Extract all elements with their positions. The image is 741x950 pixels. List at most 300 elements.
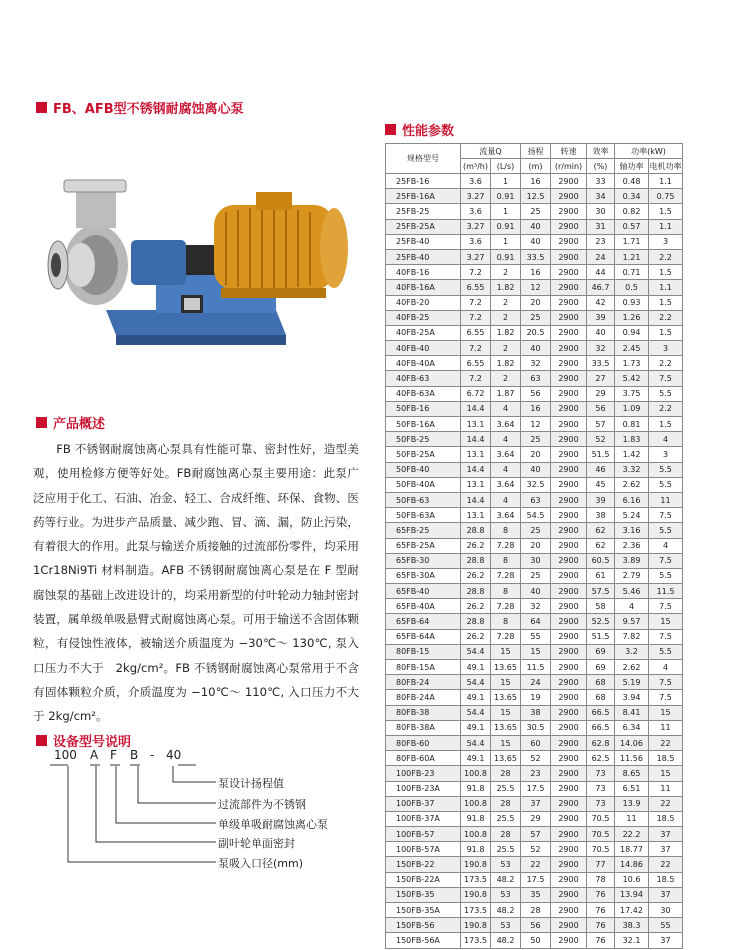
table-cell: 2900 <box>551 174 587 189</box>
table-cell: 2900 <box>551 660 587 675</box>
table-cell: 7.5 <box>649 553 683 568</box>
table-cell: 11.56 <box>615 751 649 766</box>
table-cell: 173.5 <box>461 933 491 948</box>
table-cell: 2900 <box>551 508 587 523</box>
table-cell: 100FB-57 <box>386 827 461 842</box>
table-cell: 16 <box>521 174 551 189</box>
table-cell: 2900 <box>551 325 587 340</box>
table-cell: 25FB-40 <box>386 234 461 249</box>
table-cell: 2900 <box>551 204 587 219</box>
table-cell: 32 <box>521 356 551 371</box>
table-cell: 2900 <box>551 629 587 644</box>
table-cell: 10.6 <box>615 872 649 887</box>
table-cell: 2900 <box>551 584 587 599</box>
perf-title-text: 性能参数 <box>402 124 455 139</box>
table-cell: 70.5 <box>587 811 615 826</box>
table-cell: 2900 <box>551 751 587 766</box>
table-cell: 150FB-56A <box>386 933 461 948</box>
table-cell: 3.64 <box>491 508 521 523</box>
table-cell: 15 <box>649 705 683 720</box>
table-cell: 3.6 <box>461 234 491 249</box>
table-cell: 56 <box>587 401 615 416</box>
table-cell: 14.4 <box>461 492 491 507</box>
table-cell: 5.5 <box>649 386 683 401</box>
table-cell: 6.16 <box>615 492 649 507</box>
table-cell: 2900 <box>551 827 587 842</box>
table-cell: 0.94 <box>615 325 649 340</box>
table-cell: 73 <box>587 796 615 811</box>
table-cell: 38 <box>587 508 615 523</box>
table-cell: 80FB-15 <box>386 644 461 659</box>
table-row <box>386 660 683 675</box>
table-cell: 53 <box>491 887 521 902</box>
table-cell: 44 <box>587 265 615 280</box>
table-row <box>386 584 683 599</box>
table-cell: 40FB-40A <box>386 356 461 371</box>
table-cell: 40 <box>587 325 615 340</box>
table-cell: 7.5 <box>649 599 683 614</box>
table-cell: 100.8 <box>461 796 491 811</box>
table-cell: 11 <box>649 781 683 796</box>
table-cell: 20 <box>521 295 551 310</box>
table-cell: 8 <box>491 553 521 568</box>
table-cell: 14.06 <box>615 735 649 750</box>
table-cell: 80FB-38 <box>386 705 461 720</box>
table-cell: 77 <box>587 857 615 872</box>
table-cell: 50FB-40 <box>386 462 461 477</box>
table-cell: 2900 <box>551 675 587 690</box>
table-row <box>386 827 683 842</box>
table-cell: 8 <box>491 523 521 538</box>
section-marker-icon <box>36 102 47 113</box>
table-row <box>386 751 683 766</box>
table-cell: 1.1 <box>649 174 683 189</box>
table-cell: 2900 <box>551 599 587 614</box>
table-cell: 62.5 <box>587 751 615 766</box>
table-cell: 14.4 <box>461 432 491 447</box>
table-cell: 45 <box>587 477 615 492</box>
table-cell: 53 <box>491 857 521 872</box>
table-cell: 65FB-25 <box>386 523 461 538</box>
table-cell: 15 <box>491 644 521 659</box>
table-cell: 2900 <box>551 492 587 507</box>
table-cell: 12.5 <box>521 189 551 204</box>
label-single-stage: 单级单吸耐腐蚀离心泵 <box>218 818 328 831</box>
table-cell: 190.8 <box>461 857 491 872</box>
table-cell: 17.5 <box>521 872 551 887</box>
table-cell: 40FB-40 <box>386 341 461 356</box>
table-cell: 54.4 <box>461 644 491 659</box>
table-cell: 38 <box>521 705 551 720</box>
table-cell: 25.5 <box>491 781 521 796</box>
table-cell: 3.89 <box>615 553 649 568</box>
header-model: 规格型号 <box>386 144 461 174</box>
table-cell: 4 <box>491 432 521 447</box>
table-cell: 3.94 <box>615 690 649 705</box>
table-cell: 13.1 <box>461 417 491 432</box>
table-cell: 54.4 <box>461 675 491 690</box>
table-cell: 5.46 <box>615 584 649 599</box>
pump-image <box>36 150 354 360</box>
table-row <box>386 872 683 887</box>
table-cell: 1 <box>491 204 521 219</box>
table-cell: 2900 <box>551 417 587 432</box>
table-cell: 54.4 <box>461 735 491 750</box>
table-cell: 26.2 <box>461 629 491 644</box>
table-cell: 9.57 <box>615 614 649 629</box>
table-cell: 91.8 <box>461 781 491 796</box>
table-row <box>386 705 683 720</box>
table-row <box>386 796 683 811</box>
table-cell: 25FB-25 <box>386 204 461 219</box>
label-inlet-diameter: 泵吸入口径(mm) <box>218 857 304 870</box>
table-cell: 3 <box>649 447 683 462</box>
table-row <box>386 675 683 690</box>
table-cell: 7.2 <box>461 371 491 386</box>
table-cell: 1.82 <box>491 280 521 295</box>
table-cell: 37 <box>649 933 683 948</box>
table-cell: 37 <box>649 887 683 902</box>
table-cell: 2.2 <box>649 401 683 416</box>
table-cell: 65FB-64 <box>386 614 461 629</box>
table-cell: 30.5 <box>521 720 551 735</box>
table-cell: 7.2 <box>461 265 491 280</box>
table-cell: 0.71 <box>615 265 649 280</box>
table-cell: 31 <box>587 219 615 234</box>
table-cell: 37 <box>521 796 551 811</box>
table-cell: 7.28 <box>491 629 521 644</box>
table-cell: 13.9 <box>615 796 649 811</box>
table-cell: 25FB-40 <box>386 249 461 264</box>
table-cell: 17.42 <box>615 903 649 918</box>
table-cell: 4 <box>491 462 521 477</box>
table-cell: 68 <box>587 675 615 690</box>
table-cell: 1.1 <box>649 280 683 295</box>
overview-title <box>36 413 105 432</box>
table-cell: 1.5 <box>649 417 683 432</box>
table-cell: 2900 <box>551 538 587 553</box>
table-cell: 2900 <box>551 872 587 887</box>
table-cell: 2900 <box>551 295 587 310</box>
table-cell: 2.62 <box>615 660 649 675</box>
table-cell: 40FB-20 <box>386 295 461 310</box>
table-cell: 48.2 <box>491 872 521 887</box>
table-cell: 3.27 <box>461 219 491 234</box>
table-cell: 1.73 <box>615 356 649 371</box>
table-row <box>386 265 683 280</box>
table-cell: 7.5 <box>649 629 683 644</box>
table-cell: 65FB-40 <box>386 584 461 599</box>
table-cell: 64 <box>521 614 551 629</box>
table-cell: 2900 <box>551 811 587 826</box>
table-cell: 28.8 <box>461 553 491 568</box>
table-cell: 40 <box>521 234 551 249</box>
table-cell: 2900 <box>551 189 587 204</box>
table-cell: 24 <box>587 249 615 264</box>
table-row <box>386 903 683 918</box>
table-cell: 55 <box>649 918 683 933</box>
table-cell: 60.5 <box>587 553 615 568</box>
table-cell: 22 <box>521 857 551 872</box>
table-cell: 65FB-30A <box>386 568 461 583</box>
table-cell: 5.24 <box>615 508 649 523</box>
table-cell: 25 <box>521 310 551 325</box>
table-cell: 7.82 <box>615 629 649 644</box>
perf-title <box>385 120 454 139</box>
code-part-f: F <box>110 748 117 762</box>
table-cell: 13.65 <box>491 720 521 735</box>
table-row <box>386 325 683 340</box>
table-cell: 62 <box>587 523 615 538</box>
table-cell: 50FB-25A <box>386 447 461 462</box>
table-cell: 2900 <box>551 386 587 401</box>
table-cell: 52 <box>587 432 615 447</box>
table-cell: 4 <box>615 599 649 614</box>
table-cell: 76 <box>587 933 615 948</box>
table-row <box>386 887 683 902</box>
table-cell: 190.8 <box>461 887 491 902</box>
table-cell: 52.5 <box>587 614 615 629</box>
table-cell: 40FB-16A <box>386 280 461 295</box>
table-cell: 37 <box>649 842 683 857</box>
table-row <box>386 766 683 781</box>
table-cell: 28.8 <box>461 614 491 629</box>
table-cell: 52 <box>521 751 551 766</box>
table-cell: 23 <box>587 234 615 249</box>
table-cell: 3.16 <box>615 523 649 538</box>
table-cell: 2 <box>491 371 521 386</box>
table-cell: 62 <box>587 538 615 553</box>
table-cell: 25 <box>521 432 551 447</box>
table-cell: 53 <box>491 918 521 933</box>
table-cell: 42 <box>587 295 615 310</box>
table-cell: 57.5 <box>587 584 615 599</box>
table-row <box>386 401 683 416</box>
table-cell: 2900 <box>551 614 587 629</box>
code-leader-lines <box>36 748 366 878</box>
table-cell: 11.5 <box>521 660 551 675</box>
code-part-dash: - <box>150 748 155 762</box>
table-cell: 28.8 <box>461 523 491 538</box>
table-cell: 15 <box>649 766 683 781</box>
table-cell: 100.8 <box>461 766 491 781</box>
table-cell: 1.82 <box>491 356 521 371</box>
table-cell: 58 <box>587 599 615 614</box>
table-cell: 3.6 <box>461 174 491 189</box>
table-cell: 5.19 <box>615 675 649 690</box>
overview-text <box>33 437 359 729</box>
code-part-size: 100 <box>54 748 77 762</box>
table-cell: 2 <box>491 295 521 310</box>
table-row <box>386 341 683 356</box>
table-cell: 39 <box>587 310 615 325</box>
table-cell: 2900 <box>551 523 587 538</box>
table-cell: 28 <box>491 796 521 811</box>
table-cell: 8 <box>491 584 521 599</box>
table-cell: 20.5 <box>521 325 551 340</box>
table-cell: 56 <box>521 386 551 401</box>
model-title-text: 设备型号说明 <box>53 735 132 750</box>
table-cell: 11 <box>615 811 649 826</box>
performance-table <box>385 143 683 949</box>
table-cell: 2900 <box>551 857 587 872</box>
table-cell: 2.45 <box>615 341 649 356</box>
table-cell: 2900 <box>551 219 587 234</box>
section-marker-icon <box>385 124 396 135</box>
table-cell: 1.71 <box>615 234 649 249</box>
header-flow: 流量Q <box>461 144 521 159</box>
table-cell: 57 <box>521 827 551 842</box>
table-cell: 6.51 <box>615 781 649 796</box>
table-cell: 16 <box>521 265 551 280</box>
table-cell: 73 <box>587 766 615 781</box>
table-cell: 2900 <box>551 341 587 356</box>
table-row <box>386 842 683 857</box>
table-cell: 2900 <box>551 249 587 264</box>
table-cell: 39 <box>587 492 615 507</box>
table-cell: 2900 <box>551 705 587 720</box>
table-cell: 2900 <box>551 781 587 796</box>
table-cell: 16 <box>521 401 551 416</box>
table-cell: 27 <box>587 371 615 386</box>
table-cell: 8.65 <box>615 766 649 781</box>
table-cell: 33.5 <box>587 356 615 371</box>
table-cell: 1.1 <box>649 219 683 234</box>
table-row <box>386 417 683 432</box>
table-cell: 100FB-23 <box>386 766 461 781</box>
table-cell: 76 <box>587 903 615 918</box>
table-row <box>386 614 683 629</box>
performance-table-body <box>386 174 683 949</box>
table-cell: 2.36 <box>615 538 649 553</box>
table-cell: 37 <box>649 827 683 842</box>
table-cell: 1.26 <box>615 310 649 325</box>
table-cell: 25.5 <box>491 811 521 826</box>
table-cell: 29 <box>521 811 551 826</box>
table-cell: 76 <box>587 887 615 902</box>
table-cell: 65FB-64A <box>386 629 461 644</box>
table-cell: 8 <box>491 614 521 629</box>
table-cell: 32.5 <box>521 477 551 492</box>
table-cell: 23 <box>521 766 551 781</box>
table-cell: 26.2 <box>461 599 491 614</box>
table-row <box>386 174 683 189</box>
table-cell: 5.5 <box>649 644 683 659</box>
table-cell: 13.65 <box>491 660 521 675</box>
table-cell: 2 <box>491 310 521 325</box>
label-design-head: 泵设计扬程值 <box>218 777 284 790</box>
table-cell: 100FB-23A <box>386 781 461 796</box>
table-cell: 80FB-24 <box>386 675 461 690</box>
label-seal: 副叶轮单面密封 <box>218 837 295 850</box>
header-shaft-power: 轴功率 <box>615 159 649 174</box>
table-cell: 0.93 <box>615 295 649 310</box>
table-cell: 26.2 <box>461 538 491 553</box>
table-cell: 7.5 <box>649 371 683 386</box>
product-title <box>36 98 244 117</box>
code-part-a: A <box>90 748 99 762</box>
table-cell: 2900 <box>551 644 587 659</box>
table-cell: 13.65 <box>491 751 521 766</box>
header-flow-m3h: (m³/h) <box>461 159 491 174</box>
table-row <box>386 568 683 583</box>
table-row <box>386 492 683 507</box>
table-cell: 63 <box>521 492 551 507</box>
header-efficiency: 效率 <box>587 144 615 159</box>
table-cell: 13.94 <box>615 887 649 902</box>
table-cell: 48.2 <box>491 933 521 948</box>
table-cell: 50FB-25 <box>386 432 461 447</box>
table-cell: 65FB-40A <box>386 599 461 614</box>
table-row <box>386 310 683 325</box>
table-cell: 7.5 <box>649 690 683 705</box>
table-row <box>386 781 683 796</box>
table-cell: 18.5 <box>649 811 683 826</box>
table-row <box>386 508 683 523</box>
header-motor-power: 电机功率 <box>649 159 683 174</box>
table-cell: 6.55 <box>461 280 491 295</box>
table-cell: 1.5 <box>649 204 683 219</box>
table-cell: 0.91 <box>491 249 521 264</box>
table-row <box>386 234 683 249</box>
table-cell: 3.27 <box>461 249 491 264</box>
table-cell: 40FB-63A <box>386 386 461 401</box>
table-cell: 3.27 <box>461 189 491 204</box>
table-cell: 40FB-25 <box>386 310 461 325</box>
table-cell: 5.42 <box>615 371 649 386</box>
table-cell: 12 <box>521 280 551 295</box>
table-row <box>386 371 683 386</box>
table-cell: 0.91 <box>491 189 521 204</box>
table-cell: 66.5 <box>587 720 615 735</box>
table-cell: 15 <box>649 614 683 629</box>
table-cell: 69 <box>587 660 615 675</box>
table-cell: 80FB-60A <box>386 751 461 766</box>
table-cell: 100FB-37 <box>386 796 461 811</box>
table-cell: 100FB-37A <box>386 811 461 826</box>
table-cell: 19 <box>521 690 551 705</box>
table-cell: 3.75 <box>615 386 649 401</box>
table-cell: 91.8 <box>461 811 491 826</box>
table-row <box>386 523 683 538</box>
overview-title-text: 产品概述 <box>53 417 106 432</box>
table-cell: 2900 <box>551 735 587 750</box>
table-cell: 2.79 <box>615 568 649 583</box>
table-cell: 2900 <box>551 918 587 933</box>
table-cell: 2900 <box>551 903 587 918</box>
table-cell: 150FB-22A <box>386 872 461 887</box>
table-cell: 25 <box>521 523 551 538</box>
table-cell: 20 <box>521 447 551 462</box>
section-marker-icon <box>36 735 47 746</box>
table-cell: 49.1 <box>461 751 491 766</box>
table-cell: 30 <box>521 553 551 568</box>
table-cell: 7.28 <box>491 599 521 614</box>
table-cell: 50FB-40A <box>386 477 461 492</box>
table-cell: 15 <box>521 644 551 659</box>
table-cell: 11 <box>649 720 683 735</box>
table-cell: 100.8 <box>461 827 491 842</box>
table-cell: 80FB-38A <box>386 720 461 735</box>
table-cell: 7.5 <box>649 675 683 690</box>
table-cell: 22.2 <box>615 827 649 842</box>
header-head: 扬程 <box>521 144 551 159</box>
table-cell: 25 <box>521 568 551 583</box>
table-cell: 40 <box>521 462 551 477</box>
table-cell: 25FB-16 <box>386 174 461 189</box>
table-cell: 2900 <box>551 933 587 948</box>
table-cell: 2900 <box>551 720 587 735</box>
